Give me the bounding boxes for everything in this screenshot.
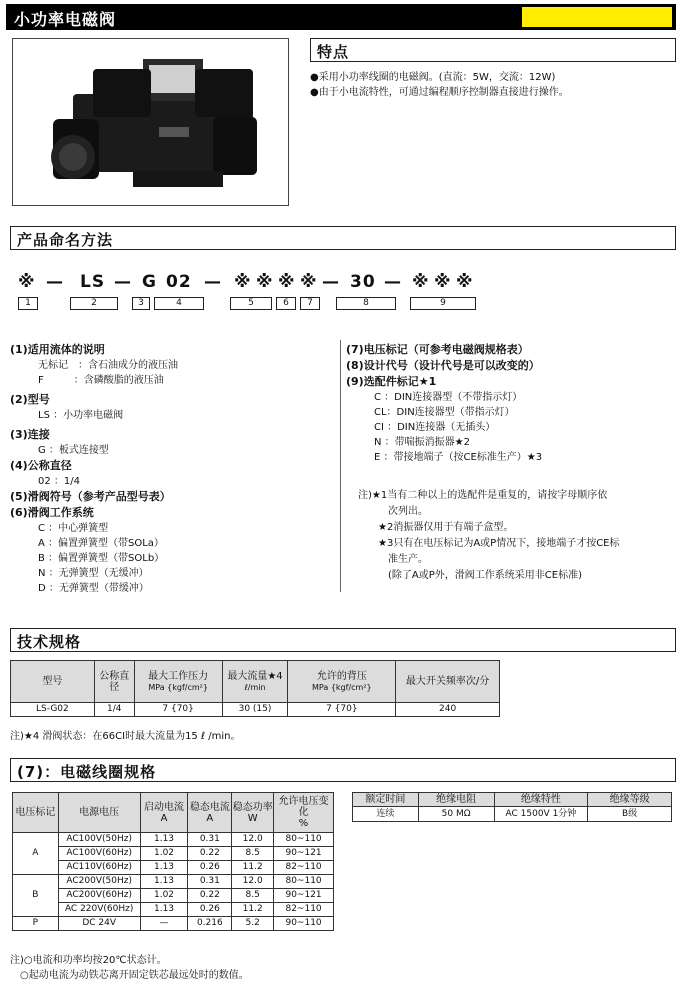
insulation-cell: AC 1500V 1分钟	[494, 807, 588, 822]
code-seg: LS	[80, 272, 106, 292]
code-number: 8	[336, 297, 396, 310]
code-seg: —	[322, 272, 340, 292]
item-line: E ：带接地端子（按CE标准生产）★3	[374, 452, 543, 463]
item-line: F ：含磷酸脂的液压油	[38, 375, 164, 386]
coil-cell: 11.2	[232, 903, 274, 917]
spec-header: 型号	[11, 661, 95, 703]
item-heading: (9)选配件标记★1	[346, 375, 437, 388]
code-seg: —	[204, 272, 222, 292]
model-code	[18, 272, 498, 322]
coil-cell: 80~110	[274, 833, 334, 847]
code-seg: ※	[278, 272, 296, 292]
item-line: N ：无弹簧型（无缓冲）	[38, 568, 149, 579]
coil-cell: 11.2	[232, 861, 274, 875]
features-title: 特点	[317, 43, 350, 61]
code-seg: G	[142, 272, 157, 292]
note-line: ★3只有在电压标记为A或P情况下，接地端子才按CE标	[358, 538, 620, 549]
coil-table	[12, 792, 334, 931]
item-heading: (4)公称直径	[10, 459, 72, 472]
code-number: 9	[410, 297, 476, 310]
voltage-mark: B	[13, 875, 59, 917]
coil-heading	[10, 758, 676, 782]
page-title: 小功率电磁阀	[14, 10, 117, 29]
insulation-table	[352, 792, 672, 822]
coil-header: 启动电流 A	[140, 793, 188, 833]
feature-item: ●由于小电流特性，可通过编程顺序控制器直接进行操作。	[310, 87, 569, 98]
item-line: C ：DIN连接器型（不带指示灯）	[374, 392, 523, 403]
coil-header: 允许电压变化 %	[274, 793, 334, 833]
naming-items-right	[346, 342, 676, 465]
coil-cell: 90~121	[274, 847, 334, 861]
item-heading: (5)滑阀符号（参考产品型号表）	[10, 490, 171, 503]
coil-cell: 1.02	[140, 847, 188, 861]
spec-header: 最大流量★4 ℓ/min	[222, 661, 288, 703]
coil-cell: AC200V(60Hz)	[58, 889, 140, 903]
solenoid-valve-illustration	[13, 39, 289, 206]
spec-heading	[10, 628, 676, 652]
coil-cell: 82~110	[274, 861, 334, 875]
code-seg: —	[46, 272, 64, 292]
features-heading	[310, 38, 676, 62]
coil-cell: 12.0	[232, 875, 274, 889]
spec-cell: LS-G02	[11, 703, 95, 717]
naming-heading	[10, 226, 676, 250]
note-line: 次列出。	[358, 506, 428, 517]
item-line: G ：板式连接型	[38, 445, 109, 456]
spec-title: 技术规格	[17, 633, 82, 651]
coil-cell: AC200V(50Hz)	[58, 875, 140, 889]
coil-cell: 1.13	[140, 833, 188, 847]
item-line: D ：无弹簧型（带缓冲）	[38, 583, 149, 594]
code-seg: 02	[166, 272, 192, 292]
code-number: 2	[70, 297, 118, 310]
item-heading: (6)滑阀工作系统	[10, 506, 94, 519]
coil-cell: DC 24V	[58, 917, 140, 931]
code-seg: ※	[434, 272, 452, 292]
note-line: (除了A或P外，滑阀工作系统采用非CE标准)	[358, 570, 582, 581]
insulation-header: 绝缘电阻	[418, 793, 494, 807]
item-line: A ：偏置弹簧型（带SOLa）	[38, 538, 164, 549]
code-number: 6	[276, 297, 296, 310]
coil-cell: AC110V(60Hz)	[58, 861, 140, 875]
coil-cell: 0.31	[188, 875, 232, 889]
coil-cell: 5.2	[232, 917, 274, 931]
item-heading: (8)设计代号（设计代号是可以改变的）	[346, 359, 540, 372]
spec-header: 最大工作压力 MPa {kgf/cm²}	[134, 661, 222, 703]
coil-header: 电压标记	[13, 793, 59, 833]
feature-item: ●采用小功率线圈的电磁阀。(直流：5W，交流：12W)	[310, 72, 556, 83]
code-seg: ※	[256, 272, 274, 292]
features-list	[310, 70, 675, 100]
coil-cell: 80~110	[274, 875, 334, 889]
coil-header: 稳态电流 A	[188, 793, 232, 833]
insulation-cell: 连续	[353, 807, 419, 822]
insulation-header: 额定时间	[353, 793, 419, 807]
item-heading: (7)电压标记（可参考电磁阀规格表）	[346, 343, 529, 356]
spec-header: 最大开关频率次/分	[396, 661, 500, 703]
coil-cell: 0.22	[188, 889, 232, 903]
spec-cell: 1/4	[94, 703, 134, 717]
spec-cell: 240	[396, 703, 500, 717]
item-line: 02 ：1/4	[38, 476, 80, 487]
spec-cell: 7 {70}	[288, 703, 396, 717]
coil-cell: 1.13	[140, 903, 188, 917]
coil-cell: 0.22	[188, 847, 232, 861]
coil-cell: AC100V(60Hz)	[58, 847, 140, 861]
insulation-cell: 50 MΩ	[418, 807, 494, 822]
spec-table	[10, 660, 500, 717]
code-seg: ※	[18, 272, 36, 292]
coil-cell: 8.5	[232, 847, 274, 861]
code-number: 1	[18, 297, 38, 310]
spec-cell: 7 {70}	[134, 703, 222, 717]
coil-cell: —	[140, 917, 188, 931]
item-line: C ：中心弹簧型	[38, 523, 109, 534]
product-photo	[12, 38, 289, 206]
insulation-header: 绝缘等级	[588, 793, 672, 807]
coil-header: 电源电压	[58, 793, 140, 833]
item-heading: (3)连接	[10, 428, 50, 441]
spec-note: 注)★4 滑阀状态：在66CI时最大流量为15 ℓ /min。	[10, 731, 241, 742]
coil-cell: 90~121	[274, 889, 334, 903]
spec-cell: 30 (15)	[222, 703, 288, 717]
naming-title: 产品命名方法	[17, 231, 114, 249]
coil-cell: 12.0	[232, 833, 274, 847]
coil-cell: AC 220V(60Hz)	[58, 903, 140, 917]
item-line: B ：偏置弹簧型（带SOLb）	[38, 553, 165, 564]
voltage-mark: P	[13, 917, 59, 931]
code-seg: ※	[412, 272, 430, 292]
coil-cell: 0.216	[188, 917, 232, 931]
coil-cell: 82~110	[274, 903, 334, 917]
option-notes	[358, 488, 676, 584]
coil-header: 稳态功率 W	[232, 793, 274, 833]
code-number: 5	[230, 297, 272, 310]
note-line: ★2消振器仅用于有端子盒型。	[358, 522, 514, 533]
item-line: LS ：小功率电磁阀	[38, 410, 124, 421]
coil-note: ○起动电流为动铁芯离开固定铁芯最远处时的数值。	[10, 970, 249, 981]
insulation-header: 绝缘特性	[494, 793, 588, 807]
code-number: 3	[132, 297, 150, 310]
code-number: 7	[300, 297, 320, 310]
item-line: N ：带喘振消振器★2	[374, 437, 470, 448]
coil-cell: 1.13	[140, 861, 188, 875]
coil-cell: 8.5	[232, 889, 274, 903]
item-line: CI ：DIN连接器（无插头）	[374, 422, 496, 433]
coil-cell: 1.13	[140, 875, 188, 889]
header-accent-bar	[522, 7, 672, 27]
spec-header: 允许的背压 MPa {kgf/cm²}	[288, 661, 396, 703]
item-line: 无标记 ：含石油成分的液压油	[38, 360, 178, 371]
coil-note: 注)○电流和功率均按20℃状态计。	[10, 955, 167, 966]
code-number: 4	[154, 297, 204, 310]
code-seg: 30	[350, 272, 376, 292]
coil-cell: AC100V(50Hz)	[58, 833, 140, 847]
code-seg: —	[384, 272, 402, 292]
item-heading: (2)型号	[10, 393, 50, 406]
voltage-mark: A	[13, 833, 59, 875]
coil-cell: 0.26	[188, 861, 232, 875]
page-header	[6, 4, 676, 30]
code-seg: —	[114, 272, 132, 292]
item-line: CL：DIN连接器型（带指示灯）	[374, 407, 515, 418]
coil-cell: 0.26	[188, 903, 232, 917]
coil-cell: 1.02	[140, 889, 188, 903]
naming-items-left	[10, 342, 336, 596]
coil-cell: 90~110	[274, 917, 334, 931]
spec-header: 公称直径	[94, 661, 134, 703]
note-line: 注)★1当有二种以上的选配件是重复的，请按字母顺序依	[358, 490, 608, 501]
coil-cell: 0.31	[188, 833, 232, 847]
note-line: 准生产。	[358, 554, 428, 565]
code-seg: ※	[300, 272, 318, 292]
column-divider	[340, 340, 341, 592]
code-seg: ※	[456, 272, 474, 292]
coil-title: (7)：电磁线圈规格	[17, 763, 157, 781]
insulation-cell: B级	[588, 807, 672, 822]
item-heading: (1)适用流体的说明	[10, 343, 105, 356]
code-seg: ※	[234, 272, 252, 292]
